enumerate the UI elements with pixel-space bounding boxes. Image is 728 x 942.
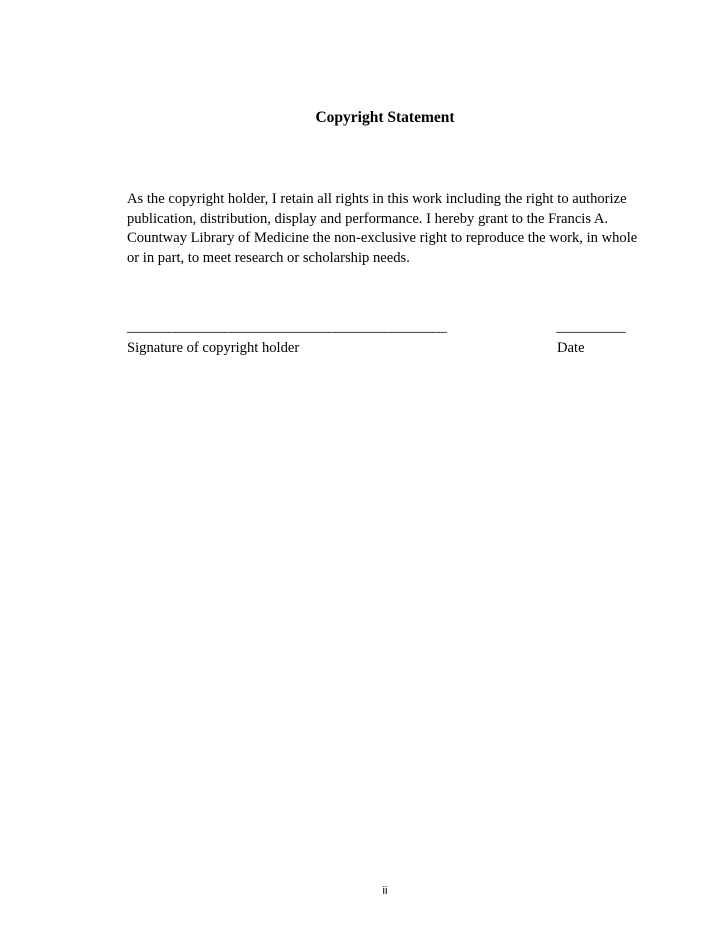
signature-label: Signature of copyright holder <box>127 340 300 356</box>
page-title: Copyright Statement <box>315 109 455 126</box>
date-label: Date <box>557 340 585 356</box>
signature-line: ______________________________________________ <box>127 319 447 335</box>
copyright-statement-text: As the copyright holder, I retain all rights in this work including the right to authorize publication, distribution, display and performance. I hereby grant to the Francis A. Countway Library of Medicine the non-exclusive right to reproduce the work, in whole or in part, to meet research or scholarship needs. <box>127 191 638 266</box>
page-number: ii <box>382 885 388 897</box>
date-line: __________ <box>556 319 626 335</box>
